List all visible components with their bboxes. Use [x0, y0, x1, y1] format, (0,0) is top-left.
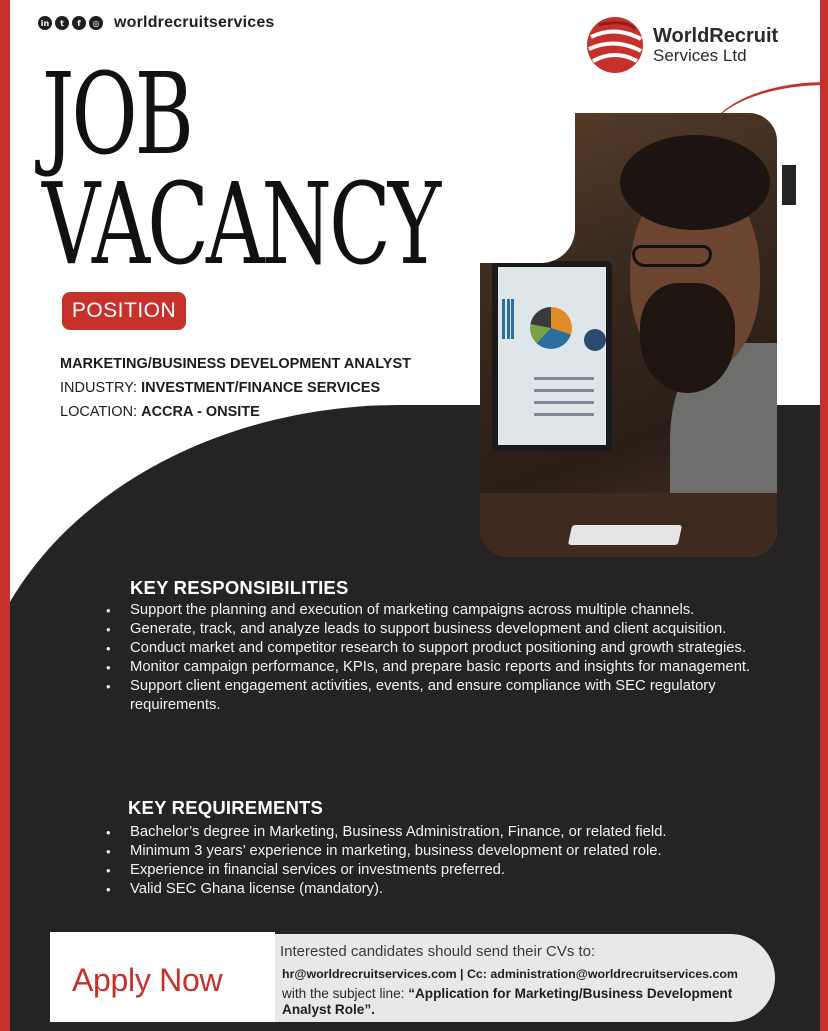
brand-name	[653, 26, 778, 65]
twitter-icon[interactable]: t	[55, 16, 69, 30]
apply-subject	[282, 986, 762, 1018]
industry-value: INVESTMENT/FINANCE SERVICES	[141, 380, 381, 396]
industry-label: INDUSTRY:	[60, 380, 142, 396]
apply-emails[interactable]: hr@worldrecruitservices.com | Cc: administration@worldrecruitservices.com	[282, 967, 738, 981]
responsibilities-list	[106, 601, 806, 715]
list-item: • Monitor campaign performance, KPIs, and prepare basic reports and insights for management.	[106, 658, 806, 677]
responsibilities-title: KEY RESPONSIBILITIES	[130, 577, 349, 598]
list-item: • Conduct market and competitor research to support product positioning and growth strategies.	[106, 639, 806, 658]
list-item: • Valid SEC Ghana license (mandatory).	[106, 880, 806, 899]
position-info	[60, 352, 411, 424]
location-label: LOCATION:	[60, 404, 142, 420]
headline-vacancy: VACANCY	[42, 160, 439, 290]
facebook-icon[interactable]: f	[72, 16, 86, 30]
position-badge: POSITION	[62, 292, 186, 330]
headline-job: JOB	[42, 50, 192, 180]
responsibilities-section	[106, 577, 806, 715]
list-item: • Minimum 3 years’ experience in marketing, business development or related role.	[106, 842, 806, 861]
company-logo	[585, 15, 778, 75]
glasses-graphic	[632, 245, 712, 267]
donut-graphic	[584, 329, 606, 351]
brand-line-1: WorldRecruit	[653, 24, 779, 47]
globe-logo-icon	[585, 15, 645, 75]
social-row	[38, 14, 275, 32]
dashboard-rows	[534, 377, 594, 417]
social-handle: worldrecruitservices	[114, 14, 275, 31]
linkedin-icon[interactable]: in	[38, 16, 52, 30]
photo-corner-cutout	[480, 113, 575, 263]
pie-graphic	[530, 307, 572, 349]
location-line	[60, 400, 411, 424]
list-item: • Generate, track, and analyze leads to support business development and client acquisition.	[106, 620, 806, 639]
list-item: • Support the planning and execution of marketing campaigns across multiple channels.	[106, 601, 806, 620]
keyboard	[568, 525, 682, 545]
location-value: ACCRA - ONSITE	[141, 404, 260, 420]
position-title: MARKETING/BUSINESS DEVELOPMENT ANALYST	[60, 356, 411, 372]
subject-line: “Application for Marketing/Business Development Analyst Role”.	[282, 986, 733, 1017]
list-item: • Support client engagement activities, events, and ensure compliance with SEC regulatory requirements.	[106, 677, 806, 715]
job-vacancy-poster	[10, 0, 820, 1031]
list-item: • Bachelor’s degree in Marketing, Business Administration, Finance, or related field.	[106, 823, 806, 842]
requirements-section	[106, 797, 806, 899]
apply-now-button[interactable]: Apply Now	[72, 962, 223, 998]
instagram-icon[interactable]: ◎	[89, 16, 103, 30]
list-item: • Experience in financial services or investments preferred.	[106, 861, 806, 880]
person-hair	[620, 135, 770, 230]
bar-graphic	[502, 299, 514, 339]
industry-line	[60, 376, 411, 400]
brand-line-2: Services Ltd	[653, 45, 747, 65]
decorative-dark-tab	[782, 165, 796, 205]
subject-prefix: with the subject line:	[282, 986, 409, 1001]
monitor-dashboard	[492, 261, 612, 451]
requirements-list	[106, 823, 806, 899]
apply-intro: Interested candidates should send their CVs to:	[280, 943, 596, 960]
person-beard	[640, 283, 735, 393]
requirements-title: KEY REQUIREMENTS	[128, 797, 324, 818]
